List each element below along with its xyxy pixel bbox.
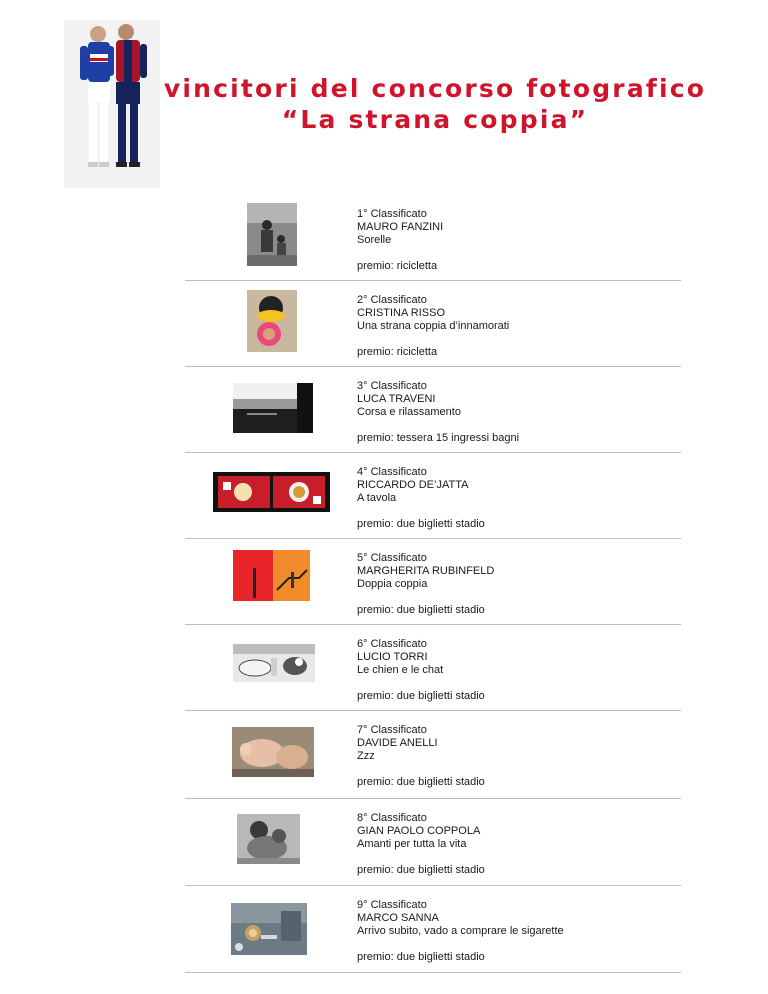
prize: premio: ricicletta [357, 346, 438, 358]
winner-entry-3 [185, 367, 681, 453]
photo-title: Doppia coppia [357, 578, 428, 590]
author: LUCA TRAVENI [357, 393, 436, 405]
photo-chien-chat [233, 644, 315, 682]
photo-title: Una strana coppia d’innamorati [357, 320, 510, 332]
winner-entry-1 [185, 195, 681, 281]
photo-sorelle [247, 203, 297, 266]
rank: 2° Classificato [357, 294, 427, 306]
photo-title: Sorelle [357, 234, 392, 246]
page-title [160, 74, 710, 136]
rank: 4° Classificato [357, 466, 427, 478]
winner-info-6 [357, 638, 485, 703]
author: RICCARDO DE’JATTA [357, 479, 469, 491]
photo-zzz [232, 727, 314, 777]
winner-info-4 [357, 466, 485, 531]
prize: premio: due biglietti stadio [357, 951, 485, 963]
photo-title: A tavola [357, 492, 397, 504]
winner-info-1 [357, 208, 443, 273]
prize: premio: due biglietti stadio [357, 690, 485, 702]
prize: premio: tessera 15 ingressi bagni [357, 432, 520, 444]
author: MARCO SANNA [357, 912, 439, 924]
rank: 1° Classificato [357, 208, 427, 220]
prize: premio: due biglietti stadio [357, 864, 485, 876]
prize: premio: ricicletta [357, 260, 438, 272]
winner-entry-4 [185, 453, 681, 539]
prize: premio: due biglietti stadio [357, 776, 485, 788]
photo-amanti [237, 814, 300, 864]
winner-entry-6 [185, 625, 681, 711]
prize: premio: due biglietti stadio [357, 604, 485, 616]
rank: 6° Classificato [357, 638, 427, 650]
author: DAVIDE ANELLI [357, 737, 438, 749]
winner-info-9 [357, 899, 564, 964]
photo-arrivo-subito [231, 903, 307, 955]
photo-title: Zzz [357, 750, 375, 762]
rank: 3° Classificato [357, 380, 427, 392]
winner-entry-9 [185, 886, 681, 973]
photo-corsa-rilassamento [233, 383, 313, 433]
author: LUCIO TORRI [357, 651, 428, 663]
author: CRISTINA RISSO [357, 307, 446, 319]
hero-photo-football-players [64, 20, 160, 188]
photo-a-tavola [213, 472, 330, 512]
winner-info-2 [357, 294, 509, 359]
photo-doppia-coppia [233, 550, 310, 601]
author: MAURO FANZINI [357, 221, 444, 233]
author: GIAN PAOLO COPPOLA [357, 825, 481, 837]
winner-info-7 [357, 724, 485, 789]
winner-info-3 [357, 380, 519, 445]
rank: 9° Classificato [357, 899, 427, 911]
winner-entry-7 [185, 711, 681, 799]
rank: 5° Classificato [357, 552, 427, 564]
photo-title: Le chien e le chat [357, 664, 444, 676]
winner-info-5 [357, 552, 494, 617]
winner-info-8 [357, 812, 485, 877]
winners-list [185, 195, 681, 973]
photo-title: Arrivo subito, vado a comprare le sigarette [357, 925, 564, 937]
winner-entry-8 [185, 799, 681, 886]
rank: 7° Classificato [357, 724, 427, 736]
photo-title: Amanti per tutta la vita [357, 838, 467, 850]
winner-entry-5 [185, 539, 681, 625]
winner-entry-2 [185, 281, 681, 367]
photo-title: Corsa e rilassamento [357, 406, 461, 418]
title-line-2: “La strana coppia” [281, 105, 589, 134]
author: MARGHERITA RUBINFELD [357, 565, 495, 577]
photo-strana-coppia [247, 290, 297, 352]
title-line-1: vincitori del concorso fotografico [163, 74, 707, 103]
rank: 8° Classificato [357, 812, 427, 824]
prize: premio: due biglietti stadio [357, 518, 485, 530]
football-players-image [64, 20, 160, 188]
